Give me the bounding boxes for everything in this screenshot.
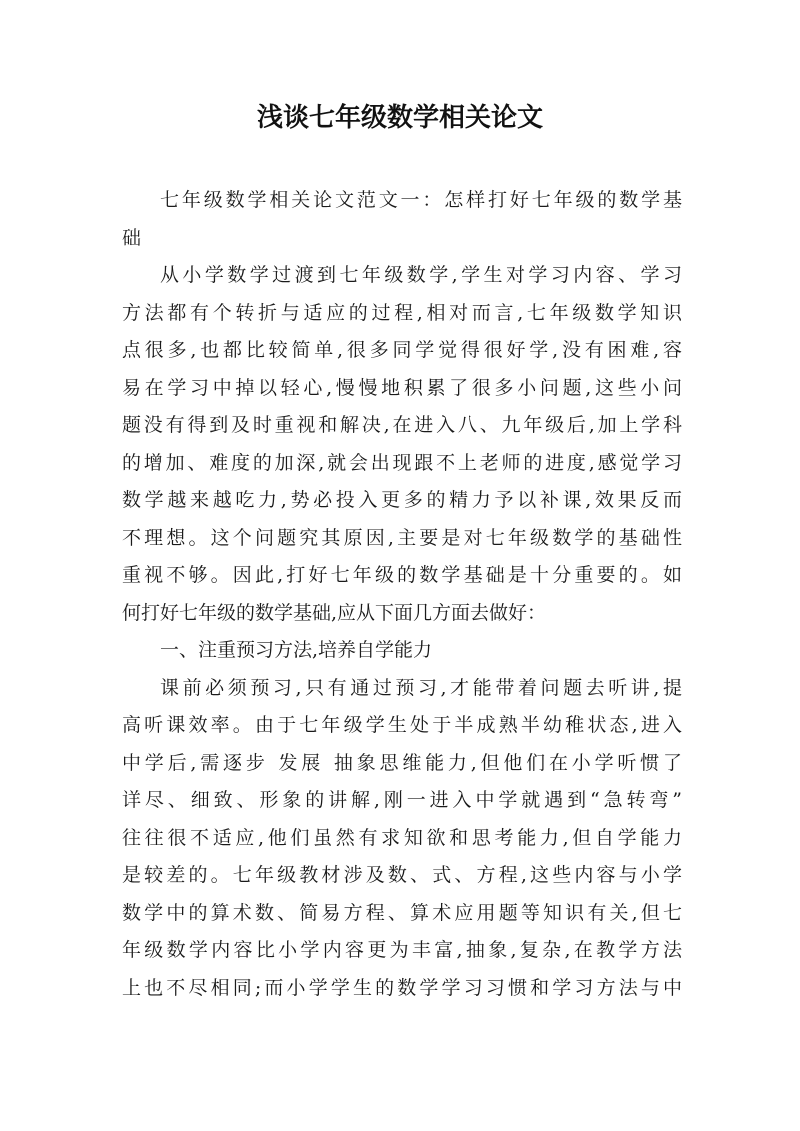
text-line: 年级数学内容比小学内容更为丰富,抽象,复杂,在教学方法 xyxy=(122,939,682,961)
document-title: 浅谈七年级数学相关论文 xyxy=(256,103,543,133)
text-line: 高听课效率。由于七年级学生处于半成熟半幼稚状态,进入 xyxy=(122,714,682,736)
text-line: 详尽、细致、形象的讲解,刚一进入中学就遇到“急转弯” xyxy=(122,789,682,811)
text-line: 方法都有个转折与适应的过程,相对而言,七年级数学知识 xyxy=(122,301,682,324)
text-line: 中学后,需逐步 发展 抽象思维能力,但他们在小学听惯了 xyxy=(122,751,682,774)
text-line: 上也不尽相同;而小学学生的数学学习习惯和学习方法与中 xyxy=(122,976,682,999)
text-line: 题没有得到及时重视和解决,在进入八、九年级后,加上学科 xyxy=(122,414,682,436)
text-line: 不理想。这个问题究其原因,主要是对七年级数学的基础性 xyxy=(122,526,682,549)
text-line: 何打好七年级的数学基础,应从下面几方面去做好： xyxy=(122,601,547,624)
document-body xyxy=(122,182,682,1007)
text-line: 从小学数学过渡到七年级数学,学生对学习内容、学习 xyxy=(160,264,682,286)
text-line: 是较差的。七年级教材涉及数、式、方程,这些内容与小学 xyxy=(122,864,682,886)
text-line: 础 xyxy=(122,226,142,249)
text-line: 点很多,也都比较简单,很多同学觉得很好学,没有困难,容 xyxy=(122,339,682,361)
section-heading: 一、注重预习方法,培养自学能力 xyxy=(160,639,433,661)
text-line: 易在学习中掉以轻心,慢慢地积累了很多小问题,这些小问 xyxy=(122,376,682,399)
text-line: 七年级数学相关论文范文一：怎样打好七年级的数学基 xyxy=(160,189,682,211)
text-line: 数学中的算术数、简易方程、算术应用题等知识有关,但七 xyxy=(122,901,682,924)
text-line: 数学越来越吃力,势必投入更多的精力予以补课,效果反而 xyxy=(122,489,682,511)
text-line: 重视不够。因此,打好七年级的数学基础是十分重要的。如 xyxy=(122,564,682,586)
text-line: 的增加、难度的加深,就会出现跟不上老师的进度,感觉学习 xyxy=(122,451,682,474)
text-line: 课前必须预习,只有通过预习,才能带着问题去听讲,提 xyxy=(160,676,682,699)
text-line: 往往很不适应,他们虽然有求知欲和思考能力,但自学能力 xyxy=(122,826,682,849)
